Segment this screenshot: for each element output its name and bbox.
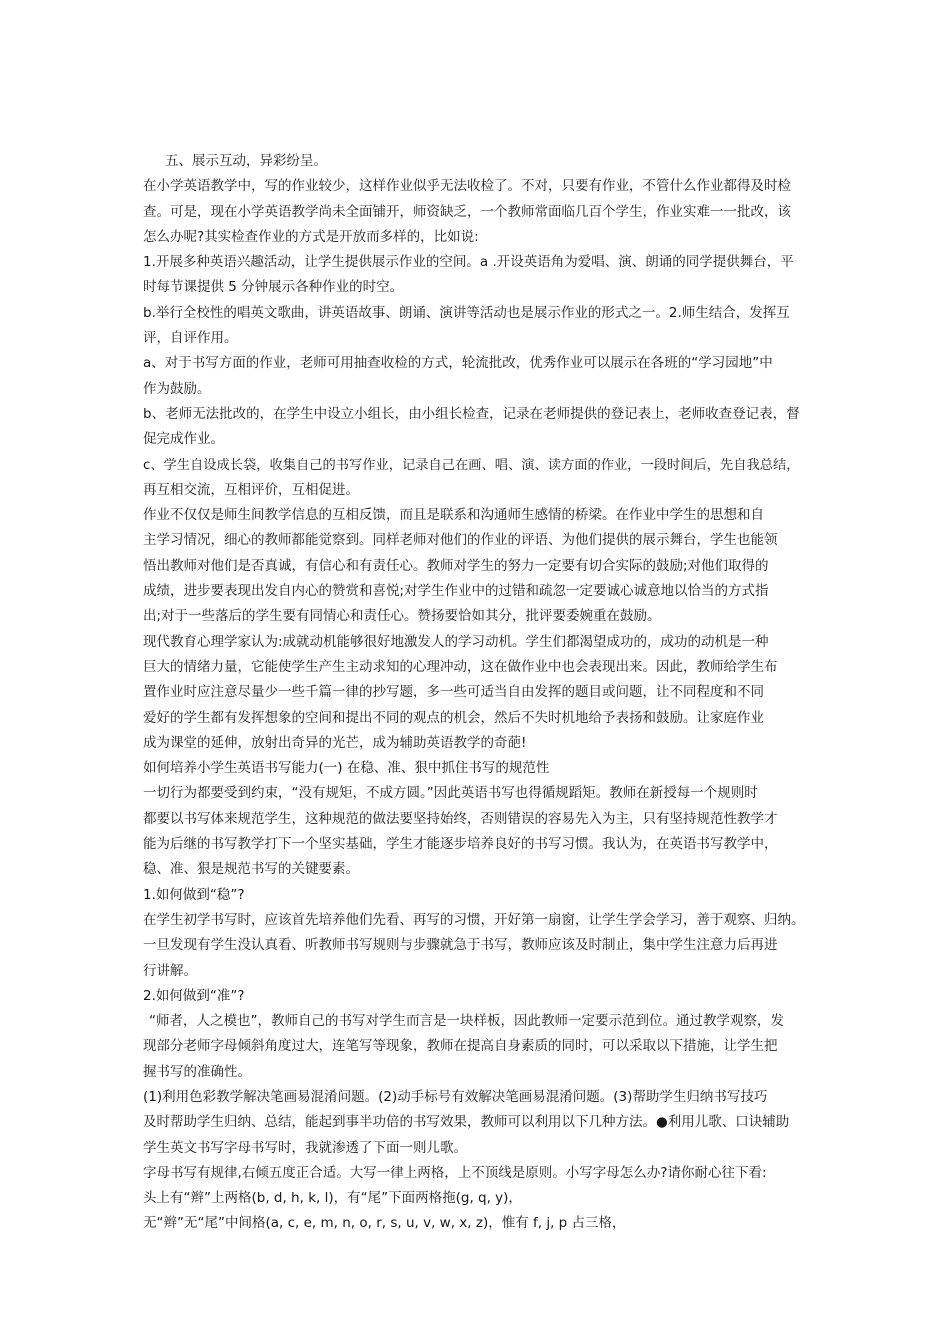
paragraph-line: 促完成作业。 [143,431,224,448]
paragraph-line: 学生英文书写字母书写时，我就渗透了下面一则儿歌。 [143,1139,467,1156]
paragraph-line: 头上有“辫”上两格(b, d, h, k, l)，有“尾”下面两格拖(g, q, y)， [143,1190,522,1207]
subsection-heading: 1.如何做到“稳”? [143,886,245,903]
subsection-heading: 2.如何做到“准”? [143,987,245,1004]
paragraph-line: 在学生初学书写时，应该首先培养他们先看、再写的习惯，开好第一扇窗，让学生学会学习，善于观察、归纳。 [143,911,805,928]
paragraph-line: 现部分老师字母倾斜角度过大，连笔写等现象，教师在提高自身素质的同时，可以采取以下措施，让学生把 [143,1038,778,1055]
paragraph-line: 现代教育心理学家认为:成就动机能够很好地激发人的学习动机。学生们都渴望成功的，成功的动机是一种 [143,633,769,650]
paragraph-line: 巨大的情绪力量，它能使学生产生主动求知的心理冲动，这在做作业中也会表现出来。因此，教师给学生布 [143,658,778,675]
paragraph-line: 行讲解。 [143,962,197,979]
paragraph-line: c、学生自设成长袋，收集自己的书写作业，记录自己在画、唱、演、读方面的作业，一段时间后，先自我总结， [143,457,800,473]
paragraph-line: 成为课堂的延伸，放射出奇异的光芒，成为辅助英语教学的奇葩! [143,734,527,751]
paragraph-line: 查。可是，现在小学英语教学尚未全面铺开，师资缺乏，一个教师常面临几百个学生，作业实难一一批改，该 [143,203,791,220]
paragraph-line: “师者，人之模也”，教师自己的书写对学生而言是一块样板，因此教师一定要示范到位。通过教学观察，发 [149,1013,784,1030]
paragraph-line: 悟出教师对他们是否真诚，有信心和有责任心。教师对学生的努力一定要有切合实际的鼓励;对他们取得的 [143,557,769,574]
paragraph-line: 作为鼓励。 [143,380,211,397]
paragraph-line: 1.开展多种英语兴趣活动，让学生提供展示作业的空间。a .开设英语角为爱唱、演、朗诵的同学提供舞台，平 [143,254,794,271]
paragraph-line: a、对于书写方面的作业，老师可用抽查收检的方式，轮流批改，优秀作业可以展示在各班的“学习园地”中 [143,355,773,372]
paragraph-line: 作业不仅仅是师生间教学信息的互相反馈，而且是联系和沟通师生感情的桥梁。在作业中学生的思想和自 [143,507,764,524]
article-heading: 如何培养小学生英语书写能力(一) 在稳、准、狠中抓住书写的规范性 [143,760,550,777]
paragraph-line: 爱好的学生都有发挥想象的空间和提出不同的观点的机会，然后不失时机地给予表扬和鼓励。让家庭作业 [143,709,764,726]
paragraph-line: 评，自评作用。 [143,330,238,347]
paragraph-line: 一旦发现有学生没认真看、听教师书写规则与步骤就急于书写，教师应该及时制止，集中学生注意力后再进 [143,937,778,954]
paragraph-line: 出;对于一些落后的学生要有同情心和责任心。赞扬要恰如其分，批评要委婉重在鼓励。 [143,608,661,625]
paragraph-line: 在小学英语教学中，写的作业较少，这样作业似乎无法收检了。不对，只要有作业，不管什么作业都得及时检 [143,178,791,195]
paragraph-line: (1)利用色彩教学解决笔画易混淆问题。(2)动手标号有效解决笔画易混淆问题。(3)帮助学生归纳书写技巧 [143,1088,768,1105]
paragraph-line: 稳、准、狠是规范书写的关键要素。 [143,861,359,878]
paragraph-line: 都要以书写体来规范学生，这种规范的做法要坚持始终，否则错误的容易先入为主，只有坚持规范性教学才 [143,810,778,827]
paragraph-line: 时每节课提供 5 分钟展示各种作业的时空。 [143,279,404,296]
paragraph-line: 及时帮助学生归纳、总结，能起到事半功倍的书写效果，教师可以利用以下几种方法。●利用儿歌、口诀辅助 [143,1114,790,1131]
paragraph-line: 能为后继的书写教学打下一个坚实基础，学生才能逐步培养良好的书写习惯。我认为，在英语书写教学中， [143,836,778,853]
paragraph-line: 置作业时应注意尽量少一些千篇一律的抄写题，多一些可适当自由发挥的题目或问题，让不同程度和不同 [143,684,764,701]
paragraph-line: 成绩，进步要表现出发自内心的赞赏和喜悦;对学生作业中的过错和疏忽一定要诚心诚意地以恰当的方式指 [143,583,769,600]
paragraph-line: 握书写的准确性。 [143,1063,251,1080]
paragraph-line: 怎么办呢?其实检查作业的方式是开放而多样的，比如说: [143,228,479,245]
paragraph-line: 主学习情况，细心的教师都能觉察到。同样老师对他们的作业的评语、为他们提供的展示舞台，学生也能领 [143,532,778,549]
paragraph-line: 无“辫”无“尾”中间格(a, c, e, m, n, o, r, s, u, v, w, x, z)，惟有 f, j, p 占三格， [143,1215,626,1232]
paragraph-line: 字母书写有规律,右倾五度正合适。大写一律上两格，上不顶线是原则。小写字母怎么办?请你耐心往下看: [143,1164,767,1181]
paragraph-line: b.举行全校性的唱英文歌曲，讲英语故事、朗诵、演讲等活动也是展示作业的形式之一。2.师生结合，发挥互 [143,304,790,321]
section-heading: 五、展示互动，异彩纷呈。 [165,153,327,169]
document-page [143,149,811,1237]
paragraph-line: 再互相交流，互相评价，互相促进。 [143,481,359,498]
paragraph-line: 一切行为都要受到约束，“没有规矩，不成方圆。”因此英语书写也得循规蹈矩。教师在新授每一个规则时 [143,785,758,802]
paragraph-line: b、老师无法批改的，在学生中设立小组长，由小组长检查，记录在老师提供的登记表上，老师收查登记表，督 [143,405,800,422]
